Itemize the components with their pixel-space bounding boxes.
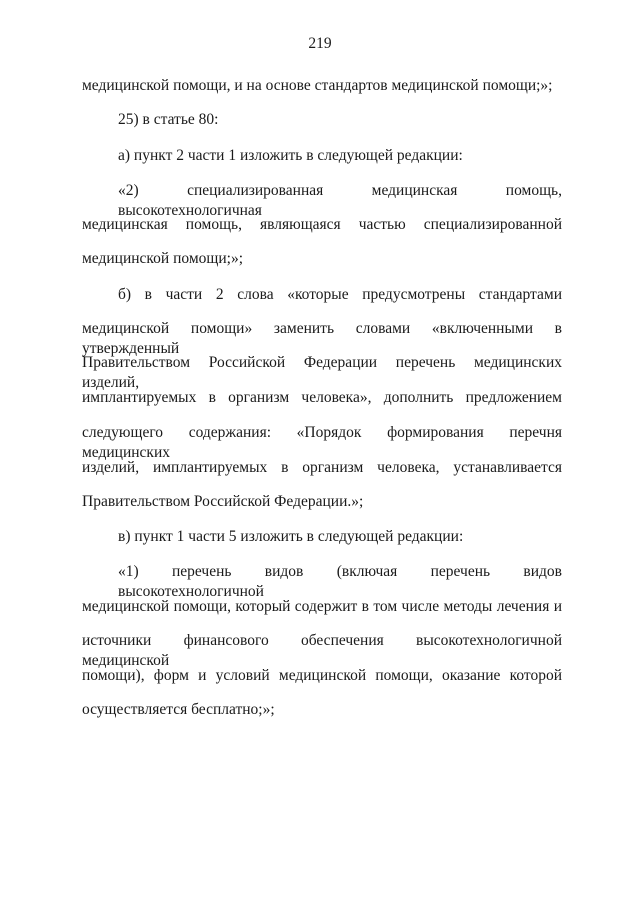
text-line: б) в части 2 слова «которые предусмотрены стандартами	[118, 286, 562, 303]
text-line: 25) в статье 80:	[118, 111, 219, 128]
text-line: в) пункт 1 части 5 изложить в следующей редакции:	[118, 528, 464, 545]
text-line: изделий, имплантируемых в организм человека, устанавливается	[82, 459, 562, 476]
text-line: источники финансового обеспечения высокотехнологичной медицинской	[82, 632, 562, 669]
text-line: «1) перечень видов (включая перечень видов высокотехнологичной	[118, 563, 562, 600]
text-line: медицинской помощи» заменить словами «включенными в утвержденный	[82, 320, 562, 357]
text-line: Правительством Российской Федерации.»;	[82, 493, 364, 510]
text-line: «2) специализированная медицинская помощь, высокотехнологичная	[118, 182, 562, 219]
text-line: медицинской помощи, и на основе стандартов медицинской помощи;»;	[82, 77, 553, 94]
text-line: а) пункт 2 части 1 изложить в следующей редакции:	[118, 147, 463, 164]
text-line: осуществляется бесплатно;»;	[82, 701, 275, 718]
page-number: 219	[308, 35, 332, 52]
text-line: помощи), форм и условий медицинской помощи, оказание которой	[82, 667, 562, 684]
text-line: медицинская помощь, являющаяся частью специализированной	[82, 216, 562, 233]
text-line: имплантируемых в организм человека», дополнить предложением	[82, 389, 562, 406]
text-line: следующего содержания: «Порядок формирования перечня медицинских	[82, 424, 562, 461]
text-line: медицинской помощи, который содержит в том числе методы лечения и	[82, 598, 562, 615]
text-line: медицинской помощи;»;	[82, 250, 243, 267]
text-line: Правительством Российской Федерации перечень медицинских изделий,	[82, 354, 562, 391]
